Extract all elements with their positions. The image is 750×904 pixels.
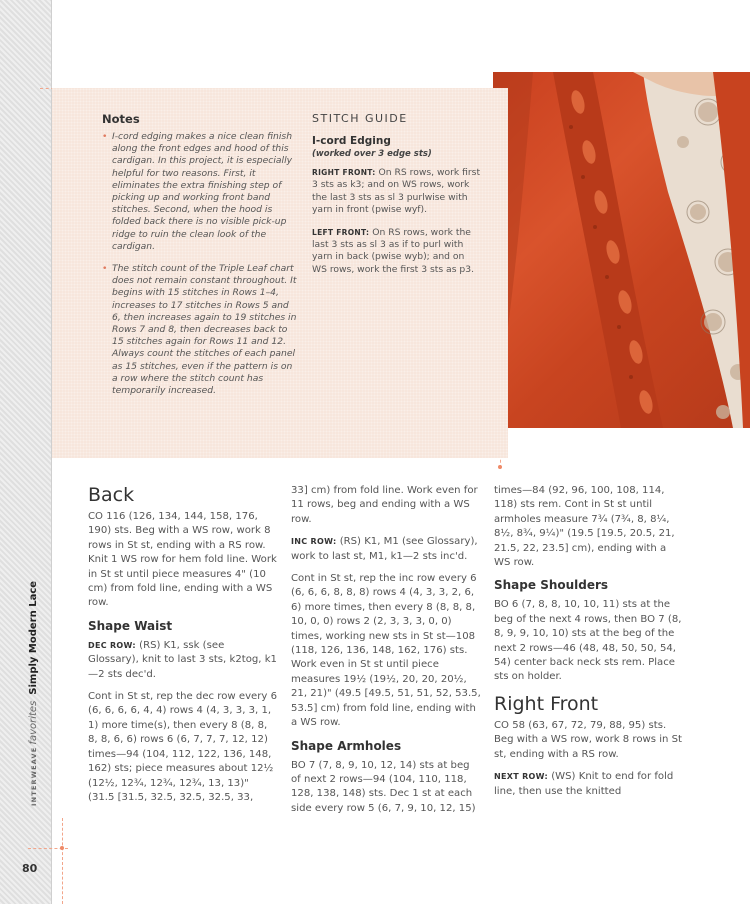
stitch-guide-subtitle: I-cord Edging (312, 135, 391, 147)
armholes-paragraph: BO 7 (7, 8, 9, 10, 12, 14) sts at beg of next 2 rows—94 (104, 110, 118, 128, 138, 148) sts. Dec 1 st at each side every row 5 (6, 7, 9, 10, 12, 15) (291, 759, 476, 814)
right-front-instruction (312, 167, 482, 217)
guide-dot (60, 846, 64, 850)
brand-name: INTERWEAVE (30, 746, 38, 806)
inc-row-label: INC ROW: (291, 537, 337, 547)
left-front-label: LEFT FRONT: (312, 227, 370, 237)
stitch-guide-title: STITCH GUIDE (312, 112, 408, 125)
waist-paragraph: Cont in St st, rep the dec row every 6 (6, 6, 6, 6, 4, 4) rows 4 (4, 3, 3, 3, 1, 1) more time(s), then every 8 (8, 8, 8, 8, 6, 6) rows 6 (6, 7, 7, 7, 12, 12) times—94 (104, 112, 122, 136, 148, 162) sts; piece measures about 12½ (12½, 12¾, 12¾, 12¾, 13, 13)" (31.5 [31.5, 32.5, 32.5, 32.5, 33, (88, 691, 278, 803)
dec-row-instruction (88, 639, 278, 682)
notes-section (102, 112, 298, 407)
running-head (28, 581, 39, 806)
back-continued-paragraph: 33] cm) from fold line. Work even for 11 rows, beg and ending with a WS row. (291, 485, 478, 525)
note-item (102, 131, 298, 253)
shape-shoulders-heading: Shape Shoulders (494, 578, 609, 593)
note-item (102, 263, 298, 397)
armholes-continued-paragraph: times—84 (92, 96, 100, 108, 114, 118) sts rem. Cont in St st until armholes measure 7¾ (7¾, 8, 8¼, 8½, 8¾, 9¼)" (19.5 [19.5, 20.5, 21, 21.5, 22, 23.5] cm), ending with a WS row. (494, 485, 675, 569)
column-2 (291, 484, 481, 824)
back-paragraph: CO 116 (126, 134, 144, 158, 176, 190) sts. Beg with a WS row, work 8 rows in St st, ending with a RS row. Knit 1 WS row for hem fold line. Work in St st until piece measures 4" (10 cm) from fold line, ending with a WS row. (88, 511, 277, 609)
right-front-text: On RS rows, work first 3 sts as k3; and on WS rows, work the last 3 sts as sl 3 purlwise with yarn in front (pwise wyf). (312, 167, 481, 216)
note-text: I-cord edging makes a nice clean finish along the front edges and hood of this cardigan. In this project, it is especially helpful for two reasons. First, it eliminates the extra finishing step of picking up and working front band stitches. Second, when the hood is folded back there is no visible pick-up ridge to ruin the clean look of the cardigan. (112, 131, 293, 252)
column-3 (494, 484, 684, 807)
side-strip (0, 0, 52, 904)
stitch-guide-worked: (worked over 3 edge sts) (312, 149, 432, 159)
bullet-icon: • (102, 263, 108, 275)
left-front-instruction (312, 227, 482, 277)
guide-dot (498, 465, 502, 469)
inc-paragraph: Cont in St st, rep the inc row every 6 (6, 6, 6, 8, 8, 8) rows 4 (4, 3, 3, 2, 6, 6) more times, then every 8 (8, 8, 8, 10, 0, 0) rows 2 (2, 3, 3, 3, 0, 0) times, working new sts in St st—108 (118, 126, 136, 148, 162, 176) sts. Work even in St st until piece measures 19½ (19½, 20, 20, 20½, 21, 21)" (49.5 [49.5, 51, 51, 52, 53.5, 53.5] cm) from fold line, ending with a WS row. (291, 573, 481, 729)
page-number: 80 (22, 862, 38, 875)
bullet-icon: • (102, 131, 108, 142)
note-text: The stitch count of the Triple Leaf chart does not remain constant throughout. It begins with 15 stitches in Rows 1–4, increases to 17 stitches in Rows 5 and 6, then increases again to 19 stitches in Rows 7 and 8, then decreases back to 15 stitches again for Rows 11 and 12. Always count the stitches of each panel as 15 stitches, even if the pattern is on a row where the stitch count has temporarily increased. (112, 263, 297, 397)
right-front-label: RIGHT FRONT: (312, 168, 376, 177)
shape-armholes-heading: Shape Armholes (291, 738, 402, 753)
stitch-guide (312, 112, 482, 286)
shoulders-paragraph: BO 6 (7, 8, 8, 10, 10, 11) sts at the beg of the next 4 rows, then BO 7 (8, 8, 9, 9, 10, 10) sts at the beg of the next 2 rows—46 (48, 48, 50, 50, 54, 54) center back neck sts rem. Place sts on holder. (494, 599, 682, 683)
book-title: Simply Modern Lace (28, 580, 39, 695)
shape-waist-heading: Shape Waist (88, 618, 173, 633)
inc-row-text: (RS) K1, M1 (see Glossary), work to last st, M1, k1—2 sts inc'd. (291, 536, 478, 562)
next-row-instruction (494, 770, 684, 799)
column-1 (88, 484, 278, 813)
cardigan-photo (493, 72, 750, 428)
right-front-paragraph: CO 58 (63, 67, 72, 79, 88, 95) sts. Beg with a WS row, work 8 rows in St st, ending with a RS row. (494, 719, 683, 760)
series-name: favorites (28, 700, 39, 745)
notes-panel (52, 88, 508, 458)
cardigan-photo-art (493, 72, 750, 428)
next-row-label: NEXT ROW: (494, 772, 549, 782)
left-front-text: On RS rows, work the last 3 sts as sl 3 as if to purl with yarn in back (pwise wyb); and on WS rows, work the first 3 sts as p3. (312, 226, 474, 275)
dec-row-text: (RS) K1, ssk (see Glossary), knit to last 3 sts, k2tog, k1—2 sts dec'd. (88, 639, 277, 680)
inc-row-instruction (291, 535, 481, 564)
next-row-text: (WS) Knit to end for fold line, then use the knitted (494, 771, 674, 797)
dec-row-label: DEC ROW: (88, 640, 136, 650)
cut-guide (62, 818, 63, 904)
notes-title: Notes (102, 112, 140, 126)
back-heading: Back (88, 484, 135, 506)
right-front-heading: Right Front (494, 692, 599, 715)
